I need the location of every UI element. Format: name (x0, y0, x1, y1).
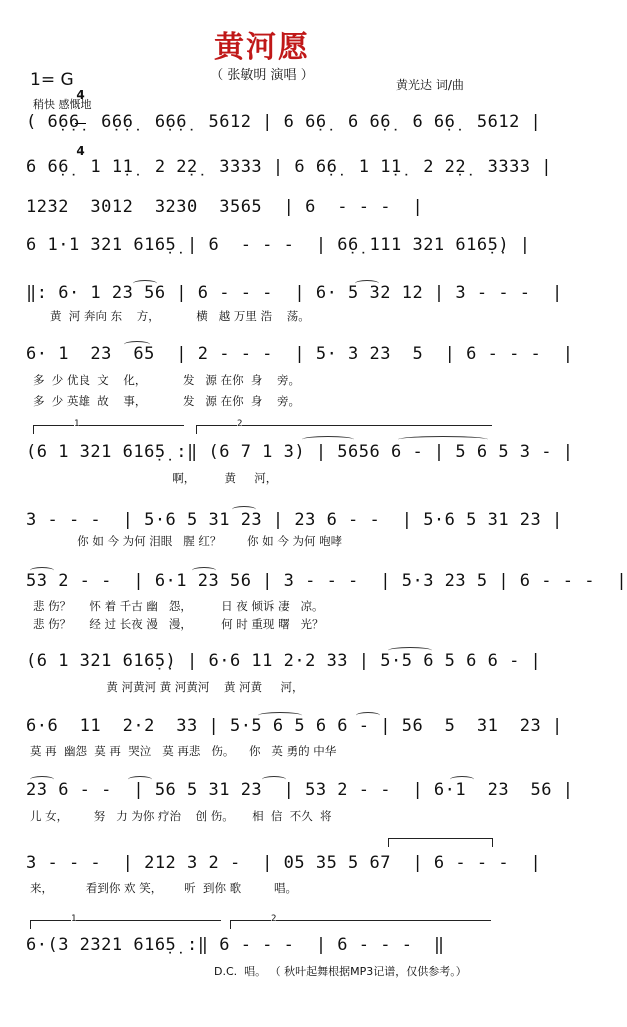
time-signature-top: 4 (76, 88, 85, 102)
lyric-line-6b: 多 少 英雄 故 事， 发 源 在你 身 旁。 (33, 394, 301, 408)
author-credit: 黄光达 词/曲 (396, 78, 464, 92)
performer-line: （ 张敏明 演唱 ） (210, 68, 314, 83)
score-line-13: 3 - - - | 212 3 2 - | 05 35 5 67 | 6 - - - | (26, 853, 542, 873)
lyric-line-7: 啊， 黄 河， (26, 471, 278, 485)
lyric-line-9a: 悲 伤？ 怀 着 千古 幽 怨， 日 夜 倾诉 凄 凉。 (33, 599, 324, 613)
volta-number-3: 1 (71, 914, 77, 924)
score-line-3: 1232 3012 3230 3565 | 6 - - - | (26, 197, 424, 217)
score-line-12: 23 6 - - | 56 5 31 23 | 53 2 - - | 6·1 23 56 | (26, 780, 574, 800)
score-line-5: ‖: 6· 1 23 56 | 6 - - - | 6· 5 32 12 | 3 - - - | (26, 283, 563, 303)
score-line-4: 6 1·1 321 616̣5̣ | 6 - - - | 6̣6̣ 111 321 616̣5̣) | (26, 235, 531, 255)
score-line-1: ( 6̣6̣6̣ 6̣6̣6̣ 6̣6̣6̣ 5612 | 6 6̣6̣ 6 6̣6̣ 6 6̣6̣ 5612 | (26, 112, 542, 132)
lyric-line-13: 来， 看到你 欢 笑， 听 到你 歌 唱。 (30, 881, 298, 895)
volta-number-4: 2 (271, 914, 277, 924)
dc-note: D.C. 唱。 （ 秋叶起舞根据MP3记谱，仅供参考。） (214, 965, 467, 978)
score-line-2: 6 6̣6̣ 1 1̣1̣ 2 2̣2̣ 3333 | 6 6̣6̣ 1 1̣1̣ 2 2̣2̣ 3333 | (26, 157, 553, 177)
volta-bracket-3 (30, 914, 221, 929)
score-line-14: 6·(3 2321 616̣5̣ :‖ 6 - - - | 6 - - - ‖ (26, 935, 445, 955)
score-line-7: (6 1 321 616̣5̣ :‖ (6 7 1 3) | 5656 6 - | 5 6 5 3 - | (26, 442, 574, 462)
score-line-6: 6· 1 23 65 | 2 - - - | 5· 3 23 5 | 6 - - - | (26, 344, 574, 364)
volta-number-1: 1 (74, 419, 80, 429)
key-signature: 1= G (30, 70, 74, 90)
volta-bracket-1 (33, 419, 184, 434)
lyric-line-12: 儿 女， 努 力 为你 疗治 创 伤。 相 信 不久 将 (30, 809, 332, 823)
lyric-line-10: 黄 河黄河 黄 河黄河 黄 河黄 河， (26, 680, 304, 694)
tempo-marking: 稍快 感慨地 (33, 98, 92, 111)
lyric-line-8: 你 如 今 为何 泪眼 腥 红？ 你 如 今 为何 咆哮 (26, 534, 343, 548)
volta-bracket-2 (196, 419, 492, 434)
lyric-line-11: 莫 再 幽怨 莫 再 哭泣 莫 再悲 伤。 你 英 勇的 中华 (30, 744, 337, 758)
lyric-line-5: 黄 河 奔向 东 方， 横 越 万里 浩 荡。 (50, 309, 310, 323)
lyric-line-6a: 多 少 优良 文 化， 发 源 在你 身 旁。 (33, 373, 301, 387)
volta-bracket-4 (230, 914, 491, 929)
lyric-line-9b: 悲 伤？ 经 过 长夜 漫 漫， 何 时 重现 曙 光？ (33, 617, 324, 631)
volta-bracket-end (388, 838, 493, 847)
score-line-8: 3 - - - | 5·6 5 31 23 | 23 6 - - | 5·6 5 31 23 | (26, 510, 563, 530)
score-line-10: (6 1 321 616̣5̣) | 6·6 11 2·2 33 | 5·5 6 5 6 6 - | (26, 651, 542, 671)
volta-number-2: 2 (237, 419, 243, 429)
song-title: 黄河愿 (214, 30, 310, 65)
score-line-9: 53 2 - - | 6·1 23 56 | 3 - - - | 5·3 23 5 | 6 - - - | (26, 571, 627, 591)
score-line-11: 6·6 11 2·2 33 | 5·5 6 5 6 6 - | 56 5 31 23 | (26, 716, 563, 736)
time-signature-bottom: 4 (76, 144, 85, 158)
